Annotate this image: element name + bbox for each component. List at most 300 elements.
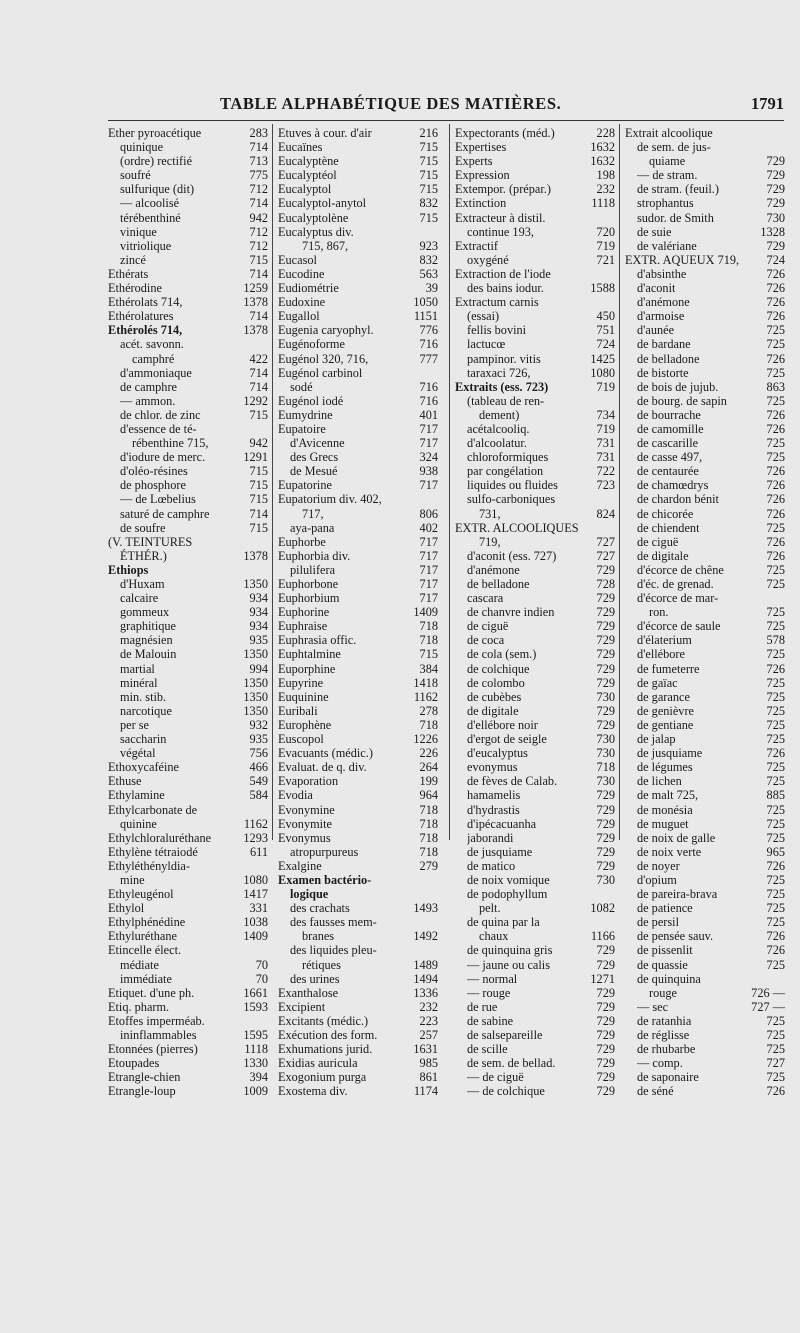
entry-page-ref: 725: [766, 915, 785, 930]
index-entry: [455, 732, 615, 746]
entry-term: de muguet: [637, 816, 689, 831]
index-entry: [625, 352, 785, 366]
index-entry: [625, 887, 785, 901]
entry-term: ron.: [649, 605, 669, 620]
entry-page-ref: 1162: [413, 689, 438, 704]
index-entry: [455, 1028, 615, 1042]
entry-page-ref: 730: [596, 689, 615, 704]
entry-term: 715, 867,: [302, 238, 349, 253]
entry-page-ref: [265, 535, 268, 549]
entry-page-ref: 1425: [590, 351, 615, 366]
entry-term: de colchique: [467, 661, 530, 676]
index-entry: [625, 1042, 785, 1056]
index-entry: [108, 929, 268, 943]
index-entry: [455, 168, 615, 182]
entry-term: d'anémone: [467, 562, 520, 577]
entry-page-ref: 718: [419, 717, 438, 732]
index-entry: [108, 732, 268, 746]
index-entry: [108, 239, 268, 253]
entry-page-ref: 725: [766, 703, 785, 718]
entry-term: de réglisse: [637, 1028, 690, 1042]
entry-page-ref: [782, 140, 785, 154]
index-entry: [625, 746, 785, 760]
index-entry: [108, 887, 268, 901]
index-entry: [455, 182, 615, 196]
entry-term: d'ammoniaque: [120, 365, 192, 380]
entry-page-ref: 1009: [243, 1084, 268, 1099]
entry-page-ref: 729: [596, 1013, 615, 1028]
index-entry: [278, 803, 438, 817]
index-entry: [108, 619, 268, 633]
index-entry: [108, 211, 268, 225]
entry-term: de camomille: [637, 421, 704, 436]
index-entry: [108, 323, 268, 337]
entry-term: Examen bactério-: [278, 872, 372, 887]
entry-term: Ethyluréthane: [108, 929, 177, 944]
entry-term: chaux: [479, 929, 509, 944]
entry-term: de belladone: [637, 351, 700, 366]
entry-term: Evodia: [278, 788, 313, 803]
entry-term: de Mesué: [290, 464, 338, 479]
entry-page-ref: 725: [766, 774, 785, 789]
entry-page-ref: 725: [766, 436, 785, 451]
entry-page-ref: 726: [766, 281, 785, 296]
index-entry: [278, 605, 438, 619]
entry-term: quinine: [120, 816, 157, 831]
index-entry: [278, 859, 438, 873]
entry-page-ref: 718: [419, 844, 438, 859]
index-entry: [455, 845, 615, 859]
entry-page-ref: 727: [596, 548, 615, 563]
entry-page-ref: 450: [596, 309, 615, 324]
index-entry: [455, 746, 615, 760]
entry-page-ref: 863: [766, 379, 785, 394]
entry-page-ref: 1350: [243, 689, 268, 704]
entry-page-ref: 726: [766, 746, 785, 761]
index-entry: [625, 337, 785, 351]
entry-page-ref: 714: [249, 266, 268, 281]
index-entry: [278, 1070, 438, 1084]
entry-page-ref: [435, 887, 438, 901]
index-entry: [278, 690, 438, 704]
entry-term: (tableau de ren-: [467, 393, 545, 408]
entry-page-ref: 1166: [590, 929, 615, 944]
entry-page-ref: 1492: [413, 929, 438, 944]
index-entry: [625, 253, 785, 267]
entry-term: de centaurée: [637, 464, 699, 479]
entry-page-ref: 832: [419, 252, 438, 267]
index-entry: [625, 732, 785, 746]
entry-term: minéral: [120, 675, 158, 690]
entry-term: cascara: [467, 591, 504, 606]
index-entry: [455, 929, 615, 943]
entry-page-ref: [612, 521, 615, 535]
entry-term: taraxaci 726,: [467, 365, 531, 380]
entry-page-ref: 729: [596, 999, 615, 1014]
entry-term: Euphorbone: [278, 577, 339, 591]
index-entry: [278, 1000, 438, 1014]
entry-page-ref: 729: [596, 1056, 615, 1071]
index-entry: [625, 281, 785, 295]
entry-term: pilulifera: [290, 562, 336, 577]
entry-term: de noix vomique: [467, 872, 550, 887]
entry-term: Excipient: [278, 999, 326, 1014]
entry-term: acétalcooliq.: [467, 421, 530, 436]
entry-term: — de stram.: [637, 168, 698, 183]
index-entry: [455, 394, 615, 408]
entry-page-ref: 725: [766, 577, 785, 591]
entry-term: de scille: [467, 1042, 508, 1057]
index-entry: [278, 662, 438, 676]
entry-page-ref: 719: [596, 379, 615, 394]
entry-page-ref: 725: [766, 562, 785, 577]
entry-page-ref: 1174: [413, 1084, 438, 1099]
entry-term: d'écorce de mar-: [637, 591, 719, 606]
entry-term: Eucalyptol-anytol: [278, 196, 367, 211]
entry-page-ref: 1489: [413, 957, 438, 972]
index-entry: [625, 633, 785, 647]
entry-page-ref: 722: [596, 464, 615, 479]
entry-page-ref: 422: [249, 351, 268, 366]
entry-term: de ciguë: [467, 619, 509, 634]
entry-page-ref: 728: [596, 577, 615, 591]
entry-term: Eugénoforme: [278, 337, 345, 352]
entry-page-ref: 1409: [243, 929, 268, 944]
entry-term: rébenthine 715,: [132, 436, 209, 451]
index-entry: [278, 408, 438, 422]
index-entry: [455, 817, 615, 831]
entry-term: par congélation: [467, 464, 544, 479]
entry-term: de pareira-brava: [637, 887, 718, 902]
entry-term: de casse 497,: [637, 450, 703, 465]
entry-page-ref: 724: [766, 252, 785, 267]
entry-page-ref: 726: [766, 506, 785, 521]
entry-term: Ethylphénédine: [108, 915, 186, 930]
index-entry: [108, 154, 268, 168]
entry-term: des crachats: [290, 901, 350, 916]
entry-term: de colombo: [467, 675, 525, 690]
index-entry: [455, 478, 615, 492]
index-entry: [625, 549, 785, 563]
entry-page-ref: 725: [766, 689, 785, 704]
entry-term: de gaïac: [637, 675, 678, 690]
entry-term: de lichen: [637, 774, 682, 789]
index-entry: [108, 986, 268, 1000]
index-entry: [278, 366, 438, 380]
index-entry: [455, 380, 615, 394]
entry-term: Ethyléthényldia-: [108, 858, 190, 873]
index-entry: [278, 746, 438, 760]
index-entry: [278, 352, 438, 366]
entry-page-ref: 1151: [413, 309, 438, 324]
entry-page-ref: 726: [766, 464, 785, 479]
entry-page-ref: 1631: [413, 1042, 438, 1057]
entry-term: Exidias auricula: [278, 1056, 358, 1071]
entry-page-ref: 726: [766, 407, 785, 422]
index-entry: [455, 1014, 615, 1028]
index-entry: [108, 760, 268, 774]
index-entry: [108, 1014, 268, 1028]
index-entry: [278, 901, 438, 915]
entry-page-ref: 584: [249, 788, 268, 803]
index-entry: [625, 1084, 785, 1098]
entry-page-ref: 725: [766, 520, 785, 535]
entry-term: d'écorce de saule: [637, 619, 721, 634]
entry-page-ref: 725: [766, 957, 785, 972]
index-entry: [108, 817, 268, 831]
entry-page-ref: 725: [766, 732, 785, 747]
index-entry: [108, 605, 268, 619]
entry-page-ref: 806: [419, 506, 438, 521]
index-entry: [455, 803, 615, 817]
entry-term: Eudiométrie: [278, 281, 339, 296]
entry-page-ref: [435, 225, 438, 239]
entry-page-ref: 726: [766, 534, 785, 549]
entry-page-ref: [612, 492, 615, 506]
entry-page-ref: 1291: [243, 450, 268, 465]
index-entry: [455, 239, 615, 253]
entry-page-ref: 1632: [590, 154, 615, 169]
entry-term: d'armoise: [637, 309, 685, 324]
entry-page-ref: 712: [249, 224, 268, 239]
index-entry: [108, 972, 268, 986]
entry-term: Ethuse: [108, 774, 142, 789]
index-entry: [278, 845, 438, 859]
index-entry: [625, 408, 785, 422]
entry-page-ref: 70: [255, 971, 268, 986]
index-entry: [455, 295, 615, 309]
entry-page-ref: 1418: [413, 675, 438, 690]
index-entry: [455, 492, 615, 506]
entry-term: — jaune ou calis: [467, 957, 550, 972]
entry-term: Eucaïnes: [278, 140, 323, 155]
entry-term: Etrangle-loup: [108, 1084, 176, 1099]
entry-page-ref: 1328: [760, 224, 785, 239]
entry-page-ref: 729: [766, 154, 785, 169]
entry-term: vitriolique: [120, 238, 172, 253]
index-entry: [625, 873, 785, 887]
entry-page-ref: 324: [419, 450, 438, 465]
entry-term: de bourg. de sapin: [637, 393, 727, 408]
index-entry: [108, 831, 268, 845]
entry-term: min. stib.: [120, 689, 167, 704]
entry-page-ref: 717: [419, 591, 438, 606]
entry-term: d'écorce de chêne: [637, 562, 724, 577]
entry-page-ref: 549: [249, 774, 268, 789]
index-entry: [108, 521, 268, 535]
entry-term: — rouge: [467, 985, 511, 1000]
index-entry: [108, 337, 268, 351]
index-entry: [108, 718, 268, 732]
entry-page-ref: [435, 943, 438, 957]
entry-term: de patience: [637, 901, 693, 916]
index-entry: [455, 211, 615, 225]
entry-page-ref: 466: [249, 760, 268, 775]
entry-page-ref: 716: [419, 337, 438, 352]
entry-term: strophantus: [637, 196, 694, 211]
entry-page-ref: 729: [596, 605, 615, 620]
index-entry: [455, 352, 615, 366]
index-entry: [625, 929, 785, 943]
entry-page-ref: 726: [766, 943, 785, 958]
entry-page-ref: 715: [249, 478, 268, 493]
entry-term: médiate: [120, 957, 159, 972]
entry-page-ref: 198: [596, 168, 615, 183]
entry-page-ref: 717: [419, 534, 438, 549]
index-entry: [455, 422, 615, 436]
entry-page-ref: 611: [250, 844, 268, 859]
entry-page-ref: 1595: [243, 1028, 268, 1042]
index-entry: [625, 1056, 785, 1070]
index-entry: [625, 591, 785, 605]
index-entry: [278, 168, 438, 182]
entry-page-ref: 730: [766, 210, 785, 225]
index-entry: [108, 1042, 268, 1056]
index-entry: [108, 591, 268, 605]
entry-term: de stram. (feuil.): [637, 182, 719, 197]
entry-page-ref: 832: [419, 196, 438, 211]
index-entry: [455, 535, 615, 549]
entry-page-ref: 718: [419, 619, 438, 634]
index-entry: [278, 126, 438, 140]
entry-term: martial: [120, 661, 155, 676]
entry-page-ref: 725: [766, 393, 785, 408]
index-entry: [278, 887, 438, 901]
entry-term: de saponaire: [637, 1070, 699, 1085]
entry-page-ref: 726: [766, 266, 785, 281]
entry-page-ref: 1378: [243, 548, 268, 563]
entry-term: de digitale: [637, 548, 689, 563]
entry-page-ref: [265, 563, 268, 577]
entry-term: mine: [120, 872, 145, 887]
entry-term: lactucœ: [467, 337, 506, 352]
entry-page-ref: 1080: [590, 365, 615, 380]
entry-term: de sem. de bellad.: [467, 1056, 556, 1071]
entry-page-ref: [435, 873, 438, 887]
index-entry: [108, 676, 268, 690]
entry-term: Eugénol iodé: [278, 393, 344, 408]
entry-page-ref: 715: [249, 492, 268, 507]
entry-term: de persil: [637, 915, 680, 930]
index-entry: [108, 633, 268, 647]
entry-page-ref: 730: [596, 746, 615, 761]
index-entry: [278, 154, 438, 168]
index-entry: [108, 1028, 268, 1042]
entry-term: de séné: [637, 1084, 674, 1099]
index-entry: [278, 943, 438, 957]
entry-page-ref: 729: [596, 717, 615, 732]
index-entry: [278, 281, 438, 295]
index-entry: [625, 619, 785, 633]
entry-page-ref: 216: [419, 126, 438, 140]
index-entry: [108, 225, 268, 239]
entry-page-ref: 729: [596, 858, 615, 873]
index-entry: [278, 380, 438, 394]
index-entry: [278, 239, 438, 253]
index-entry: [625, 239, 785, 253]
entry-term: saturé de camphre: [120, 506, 210, 521]
entry-page-ref: 729: [596, 633, 615, 648]
entry-term: Etiquet. d'une ph.: [108, 985, 195, 1000]
index-entry: [625, 182, 785, 196]
page-header: [108, 94, 784, 116]
entry-term: de noix verte: [637, 844, 702, 859]
entry-term: — comp.: [637, 1056, 683, 1071]
entry-term: de quina par la: [467, 915, 540, 930]
entry-term: d'iodure de merc.: [120, 450, 206, 465]
index-entry: [278, 323, 438, 337]
entry-page-ref: 725: [766, 1042, 785, 1057]
index-entry: [625, 422, 785, 436]
entry-page-ref: 715: [249, 520, 268, 535]
index-entry: [455, 619, 615, 633]
entry-term: quinique: [120, 140, 164, 155]
entry-term: Euphraise: [278, 619, 328, 634]
entry-term: sulfo-carboniques: [467, 492, 556, 507]
entry-page-ref: 723: [596, 478, 615, 493]
entry-page-ref: 714: [249, 506, 268, 521]
entry-term: de quinquina: [637, 971, 701, 986]
entry-term: des liquides pleu-: [290, 943, 377, 958]
index-entry: [455, 662, 615, 676]
index-entry: [278, 492, 438, 506]
index-entry: [108, 563, 268, 577]
entry-term: de cola (sem.): [467, 647, 537, 662]
entry-page-ref: 729: [596, 1084, 615, 1099]
index-entry: [108, 859, 268, 873]
index-entry: [108, 450, 268, 464]
entry-page-ref: 942: [249, 436, 268, 451]
entry-page-ref: 727 —: [751, 999, 785, 1014]
entry-page-ref: 1350: [243, 703, 268, 718]
entry-term: d'Avicenne: [290, 436, 345, 451]
entry-page-ref: 775: [249, 168, 268, 183]
entry-term: d'alcoolatur.: [467, 436, 527, 451]
entry-page-ref: 1350: [243, 577, 268, 591]
entry-term: de rhubarbe: [637, 1042, 696, 1057]
entry-term: Exanthalose: [278, 985, 339, 1000]
entry-term: de noyer: [637, 858, 680, 873]
entry-term: Ethérats: [108, 266, 149, 281]
index-entry: [278, 225, 438, 239]
entry-page-ref: 1118: [591, 196, 615, 211]
entry-page-ref: 725: [766, 816, 785, 831]
index-entry: [625, 690, 785, 704]
entry-term: de fèves de Calab.: [467, 774, 558, 789]
entry-page-ref: 934: [249, 619, 268, 634]
entry-page-ref: 1259: [243, 281, 268, 296]
entry-page-ref: 938: [419, 464, 438, 479]
entry-page-ref: [265, 1014, 268, 1028]
entry-term: de bois de jujub.: [637, 379, 719, 394]
index-entry: [625, 366, 785, 380]
entry-term: de phosphore: [120, 478, 186, 493]
entry-page-ref: 223: [419, 1013, 438, 1028]
index-entry: [108, 492, 268, 506]
entry-page-ref: 729: [766, 196, 785, 211]
index-entry: [455, 887, 615, 901]
entry-page-ref: 942: [249, 210, 268, 225]
running-title: TABLE ALPHABÉTIQUE DES MATIÈRES.: [220, 94, 562, 113]
entry-term: de bistorte: [637, 365, 689, 380]
index-entry: [108, 408, 268, 422]
entry-page-ref: 578: [766, 633, 785, 648]
entry-page-ref: 756: [249, 746, 268, 761]
entry-term: evonymus: [467, 760, 518, 775]
index-entry: [625, 225, 785, 239]
entry-term: Ethiops: [108, 562, 149, 577]
entry-term: Exalgine: [278, 858, 322, 873]
